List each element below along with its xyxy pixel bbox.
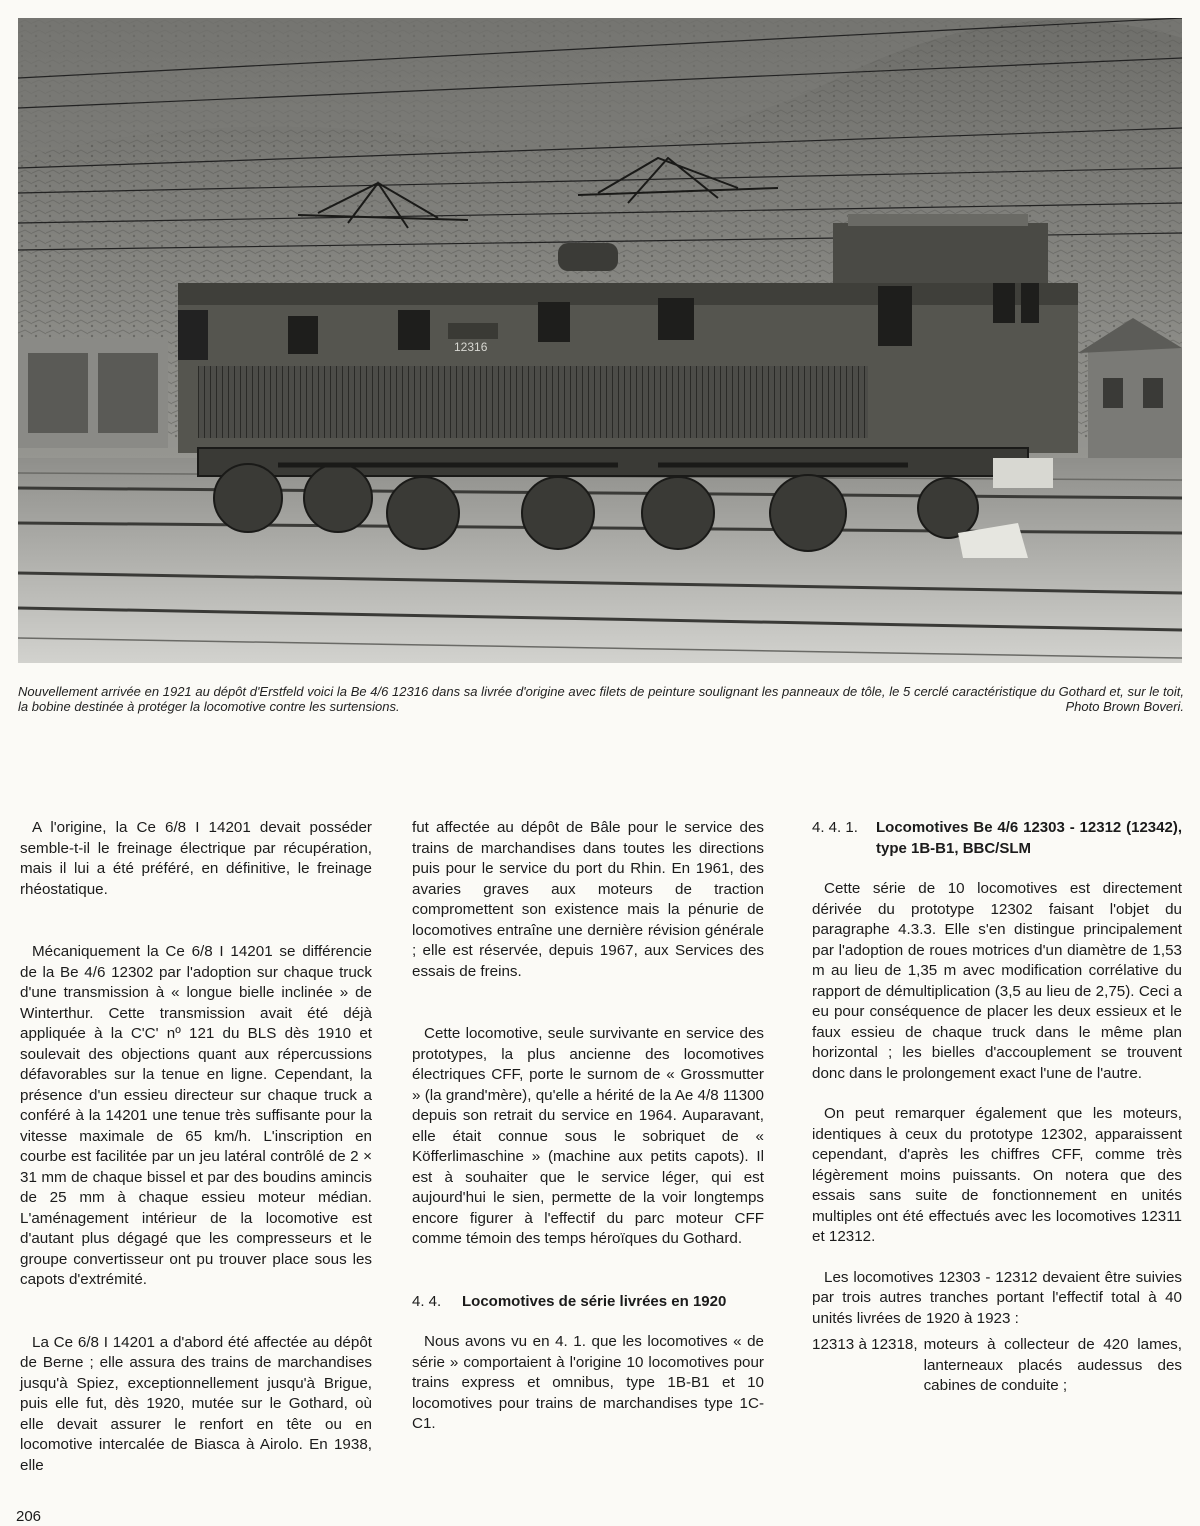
paragraph: On peut remarquer également que les moteurs, identiques à ceux du prototype 12302, apparaissent cependant, d'après les chiffres CFF, comme très légèrement moins puissants. On notera que des essais sans suite de fonctionnement en unités multiples ont été effectués avec les locomotives 12311 et 12312.	[812, 1105, 1182, 1245]
page-number: 206	[16, 1508, 42, 1525]
section-number: 4. 4. 1.	[812, 819, 858, 836]
list-definition: moteurs à collecteur de 420 lames, lanterneaux placés audessus des cabines de conduite ;	[923, 1336, 1182, 1394]
section-heading-4-4-1	[812, 818, 1182, 859]
paragraph: A l'origine, la Ce 6/8 I 14201 devait posséder semble-t-il le freinage électrique par récupération, mais il lui a été préféré, en définitive, le freinage rhéostatique.	[20, 819, 372, 898]
section-heading-4-4	[412, 1292, 764, 1313]
locomotive-photo	[18, 18, 1182, 663]
paragraph: fut affectée au dépôt de Bâle pour le service des trains de marchandises dans toutes les directions puis pour le service du port du Rhin. En 1961, des avaries graves aux moteurs de traction compromettent son existence mais la pénurie de locomotives entraîne une dernière révision générale ; elle est réservée, depuis 1967, aux Services des essais de freins.	[412, 819, 764, 980]
photo-caption	[18, 684, 1184, 714]
section-title: Locomotives Be 4/6 12303 - 12312 (12342), type 1B-B1, BBC/SLM	[876, 819, 1182, 857]
paragraph: Les locomotives 12303 - 12312 devaient être suivies par trois autres tranches portant l'effectif total à 40 unités livrées de 1920 à 1923 :	[812, 1268, 1182, 1327]
list-term: 12313 à 12318,	[812, 1336, 918, 1353]
paragraph: Cette série de 10 locomotives est directement dérivée du prototype 12302 faisant l'objet du paragraphe 4.3.3. Elle s'en distingue principalement par l'adoption de roues motrices d'un diamètre de 1,53 m au lieu de 1,35 m avec modification corrélative du rapport de démultiplication (3,5 au lieu de 2,75). Ceci a eu pour conséquence de placer les deux essieux et le faux essieu de chaque truck dans le même plan horizontal ; les bielles d'accouplement se trouvent donc dans le prolongement exact l'une de l'autre.	[812, 880, 1182, 1082]
list-item	[812, 1335, 1182, 1397]
locomotive-number: 12316	[454, 340, 488, 354]
paragraph: Cette locomotive, seule survivante en service des prototypes, la plus ancienne des locomotives électriques CFF, porte le surnom de « Grossmutter » (la grand'mère), qu'elle a hérité de la Ae 4/8 11300 depuis son retrait du service en 1964. Auparavant, elle était connue sous le sobriquet de « Köfferlimaschine » (machine aux petits capots). Il est à souhaiter que le service léger, qui est aujourd'hui le sien, permette de la voir longtemps encore figurer à l'effectif du parc moteur CFF comme témoin des temps héroïques du Gothard.	[412, 1025, 764, 1247]
section-number: 4. 4.	[412, 1292, 442, 1310]
paragraph: La Ce 6/8 I 14201 a d'abord été affectée au dépôt de Berne ; elle assura des trains de marchandises jusqu'à Spiez, exceptionnellement jusqu'à Brigue, puis elle fut, dès 1920, mutée sur le Gothard, où elle devait assurer le renfort en tête ou en locomotive intercalée de Biasca à Airolo. En 1938, elle	[20, 1333, 372, 1474]
section-title: Locomotives de série livrées en 1920	[462, 1292, 727, 1310]
text-column-2	[412, 818, 764, 1435]
text-column-1	[20, 818, 372, 1476]
photo-credit: Photo Brown Boveri.	[1065, 699, 1184, 714]
text-column-3	[812, 818, 1182, 1397]
caption-text: Nouvellement arrivée en 1921 au dépôt d'Erstfeld voici la Be 4/6 12316 dans sa livrée d'origine avec filets de peinture soulignant les panneaux de tôle, le 5 cerclé caractéristique du Gothard et, sur le toit, la bobine destinée à protéger la locomotive contre les surtensions.	[18, 684, 1184, 714]
paragraph: Nous avons vu en 4. 1. que les locomotives « de série » comportaient à l'origine 10 locomotives pour trains express et omnibus, type 1B-B1 et 10 locomotives pour trains de marchandises type 1C-C1.	[412, 1333, 764, 1432]
paragraph: Mécaniquement la Ce 6/8 I 14201 se différencie de la Be 4/6 12302 par l'adoption sur chaque truck d'une transmission à « longue bielle inclinée » de Winterthur. Cette transmission avait été déjà appliquée à la C'C' nº 121 du BLS dès 1910 et soulevait des objections quant aux répercussions défavorables sur la tenue en ligne. Cependant, la présence d'un essieu directeur sur chaque truck a conféré à la 14201 une tenue très suffisante pour la vitesse maximale de 65 km/h. L'inscription en courbe est facilitée par un jeu latéral contrôlé de 2 × 31 mm de chaque bissel et par des boudins amincis de 25 mm à chaque essieu moteur médian. L'aménagement intérieur de la locomotive est d'autant plus dégagé que les compresseurs et le groupe convertisseur ont pu trouver place sous les capots d'extrémité.	[20, 943, 372, 1288]
